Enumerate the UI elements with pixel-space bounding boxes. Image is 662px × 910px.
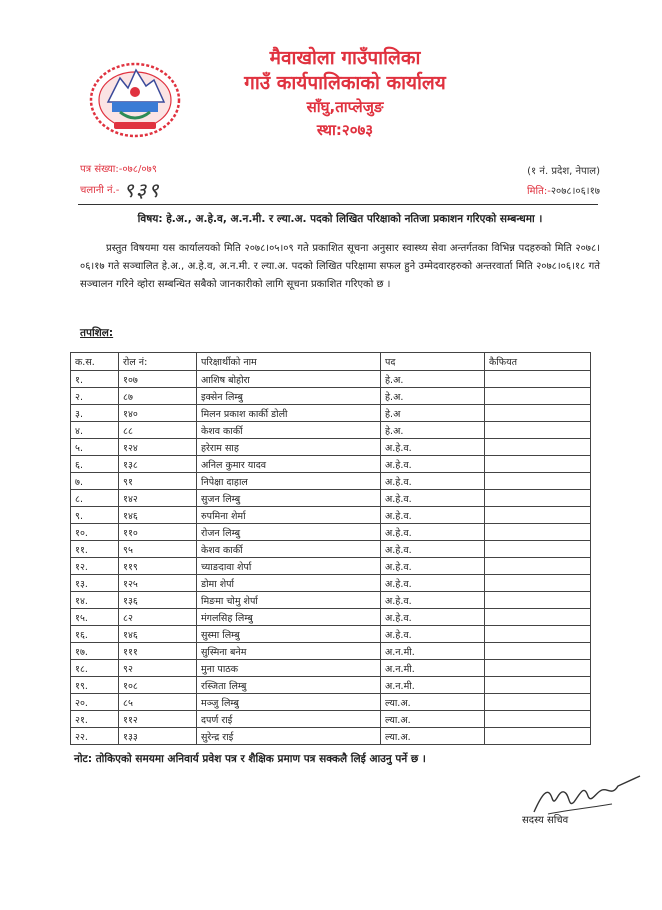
cell-name: आशिष बोहोरा — [197, 371, 381, 388]
cell-remarks — [485, 524, 591, 541]
cell-post: हे.अ. — [381, 388, 485, 405]
cell-post: अ.न.मी. — [381, 677, 485, 694]
date-row — [527, 182, 600, 202]
cell-roll: ८५ — [119, 694, 197, 711]
table-header-row — [71, 353, 591, 371]
header-name: परिक्षार्थीको नाम — [197, 353, 381, 371]
cell-name: केशव कार्की — [197, 541, 381, 558]
cell-serial: १०. — [71, 524, 119, 541]
cell-remarks — [485, 592, 591, 609]
cell-name: च्याङदावा शेर्पा — [197, 558, 381, 575]
established-year: स्था:२०७३ — [316, 121, 374, 139]
cell-name: इक्सेन लिम्बु — [197, 388, 381, 405]
header-divider — [78, 204, 598, 205]
cell-remarks — [485, 660, 591, 677]
cell-remarks — [485, 643, 591, 660]
cell-remarks — [485, 677, 591, 694]
cell-post: हे.अ. — [381, 422, 485, 439]
cell-name: सुस्मा लिम्बु — [197, 626, 381, 643]
cell-roll: ११९ — [119, 558, 197, 575]
cell-name: सुस्मिना बनेम — [197, 643, 381, 660]
cell-name: सुजन लिम्बु — [197, 490, 381, 507]
cell-name: सुरेन्द्र राई — [197, 728, 381, 745]
cell-post: ल्या.अ. — [381, 711, 485, 728]
cell-roll: ८७ — [119, 388, 197, 405]
cell-roll: १२५ — [119, 575, 197, 592]
cell-remarks — [485, 456, 591, 473]
cell-post: ल्या.अ. — [381, 728, 485, 745]
cell-remarks — [485, 507, 591, 524]
notice-paragraph: प्रस्तुत विषयमा यस कार्यालयको मिति २०७८।०५।०९ गते प्रकाशित सूचना अनुसार स्वास्थ्य सेवा अन्तर्गतका विभिन्न पदहरुको मिति २०७८।०६।१७ गते सञ्चालित हे.अ., अ.हे.व, अ.न.मी. र ल्या.अ. पदको लिखित परिक्षामा सफल हुने उम्मेदवारहरुको अन्तरवार्ता मिति २०७८।०६।१८ गते सञ्चालन गरिने व्होरा सम्बन्धित सबैको जानकारीको लागि सूचना प्रकाशित गरिएको छ । — [80, 243, 600, 290]
cell-post: अ.हे.व. — [381, 507, 485, 524]
cell-name: दपर्ण राई — [197, 711, 381, 728]
cell-name: हरेराम साह — [197, 439, 381, 456]
cell-post: अ.न.मी. — [381, 660, 485, 677]
cell-remarks — [485, 405, 591, 422]
cell-post: अ.हे.व. — [381, 558, 485, 575]
cell-roll: १११ — [119, 643, 197, 660]
nepal-emblem-icon — [80, 52, 190, 142]
cell-serial: १८. — [71, 660, 119, 677]
office-address: साँघु,ताप्लेजुङ — [306, 98, 384, 116]
table-row — [71, 473, 591, 490]
cell-remarks — [485, 541, 591, 558]
dispatch-number-row — [80, 180, 161, 200]
table-row — [71, 728, 591, 745]
letter-number: पत्र संख्या:-०७८/०७९ — [80, 164, 157, 175]
table-row — [71, 592, 591, 609]
table-row — [71, 677, 591, 694]
table-row — [71, 609, 591, 626]
cell-serial: ७. — [71, 473, 119, 490]
cell-serial: २. — [71, 388, 119, 405]
header-serial: क.स. — [71, 353, 119, 371]
cell-roll: ११२ — [119, 711, 197, 728]
cell-name: डोमा शेर्पा — [197, 575, 381, 592]
cell-serial: १६. — [71, 626, 119, 643]
table-row — [71, 388, 591, 405]
cell-name: मञ्जु लिम्बु — [197, 694, 381, 711]
cell-post: हे.अ — [381, 405, 485, 422]
cell-roll: १४६ — [119, 626, 197, 643]
cell-serial: ६. — [71, 456, 119, 473]
cell-remarks — [485, 388, 591, 405]
cell-post: ल्या.अ. — [381, 694, 485, 711]
cell-serial: १५. — [71, 609, 119, 626]
cell-name: निपेक्षा दाहाल — [197, 473, 381, 490]
cell-remarks — [485, 371, 591, 388]
candidate-table — [70, 352, 591, 745]
cell-serial: ९. — [71, 507, 119, 524]
cell-roll: ९१ — [119, 473, 197, 490]
cell-serial: २२. — [71, 728, 119, 745]
cell-serial: १२. — [71, 558, 119, 575]
date-value: २०७८।०६।१७ — [550, 186, 600, 197]
cell-post: अ.हे.व. — [381, 524, 485, 541]
cell-roll: १०८ — [119, 677, 197, 694]
cell-name: मिङमा चोमु शेर्पा — [197, 592, 381, 609]
cell-roll: १३३ — [119, 728, 197, 745]
dispatch-number: ९३९ — [123, 178, 161, 202]
table-row — [71, 439, 591, 456]
cell-post: अ.हे.व. — [381, 456, 485, 473]
cell-name: मिलन प्रकाश कार्की डोली — [197, 405, 381, 422]
table-row — [71, 456, 591, 473]
cell-post: अ.हे.व. — [381, 592, 485, 609]
office-name: गाउँ कार्यपालिकाको कार्यालय — [244, 72, 446, 94]
cell-roll: १४६ — [119, 507, 197, 524]
cell-name: मंगलसिह लिम्बु — [197, 609, 381, 626]
cell-roll: १४२ — [119, 490, 197, 507]
cell-name: रस्जिता लिम्बु — [197, 677, 381, 694]
table-row — [71, 643, 591, 660]
cell-post: अ.हे.व. — [381, 490, 485, 507]
note-text: नोट: तोकिएको समयमा अनिवार्य प्रवेश पत्र र शैक्षिक प्रमाण पत्र सक्कलै लिई आउनु पर्ने छ । — [74, 753, 426, 765]
cell-serial: ३. — [71, 405, 119, 422]
header-post: पद — [381, 353, 485, 371]
letterhead — [180, 46, 510, 141]
cell-remarks — [485, 575, 591, 592]
cell-roll: १४० — [119, 405, 197, 422]
cell-roll: १३६ — [119, 592, 197, 609]
signer-title: सदस्य सचिव — [522, 815, 569, 826]
table-row — [71, 507, 591, 524]
table-row — [71, 660, 591, 677]
cell-post: अ.हे.व. — [381, 473, 485, 490]
cell-serial: २१. — [71, 711, 119, 728]
cell-serial: १४. — [71, 592, 119, 609]
table-row — [71, 711, 591, 728]
subject-line: विषय: हे.अ., अ.हे.व, अ.न.मी. र ल्या.अ. पदको लिखित परिक्षाको नतिजा प्रकाशन गरिएको सम्बन्धमा । — [137, 213, 543, 225]
cell-remarks — [485, 439, 591, 456]
cell-post: अ.हे.व. — [381, 439, 485, 456]
cell-serial: ८. — [71, 490, 119, 507]
details-heading: तपशिल: — [80, 327, 114, 339]
cell-post: अ.हे.व. — [381, 541, 485, 558]
cell-remarks — [485, 609, 591, 626]
cell-remarks — [485, 473, 591, 490]
cell-serial: १७. — [71, 643, 119, 660]
cell-roll: १३८ — [119, 456, 197, 473]
municipality-name: मैवाखोला गाउँपालिका — [269, 47, 421, 69]
dispatch-label: चलानी नं.- — [80, 185, 120, 196]
cell-roll: ८२ — [119, 609, 197, 626]
table-row — [71, 490, 591, 507]
cell-remarks — [485, 694, 591, 711]
date-label: मिति:- — [526, 186, 551, 197]
cell-roll: ८८ — [119, 422, 197, 439]
cell-serial: १३. — [71, 575, 119, 592]
reference-left — [80, 160, 161, 200]
province-label: (१ नं. प्रदेश, नेपाल) — [527, 166, 600, 177]
cell-roll: १०७ — [119, 371, 197, 388]
cell-post: अ.न.मी. — [381, 643, 485, 660]
table-row — [71, 558, 591, 575]
table-row — [71, 371, 591, 388]
cell-name: रुपमिना शेर्मा — [197, 507, 381, 524]
cell-name: अनिल कुमार यादव — [197, 456, 381, 473]
table-row — [71, 422, 591, 439]
cell-roll: ९५ — [119, 541, 197, 558]
header-roll: रोल नं: — [119, 353, 197, 371]
cell-remarks — [485, 711, 591, 728]
cell-name: रोजन लिम्बु — [197, 524, 381, 541]
cell-roll: १२४ — [119, 439, 197, 456]
cell-remarks — [485, 626, 591, 643]
cell-name: मुना पाठक — [197, 660, 381, 677]
table-row — [71, 524, 591, 541]
cell-post: हे.अ. — [381, 371, 485, 388]
table-row — [71, 694, 591, 711]
cell-remarks — [485, 422, 591, 439]
reference-right — [527, 162, 600, 202]
cell-serial: १. — [71, 371, 119, 388]
cell-remarks — [485, 490, 591, 507]
cell-serial: ४. — [71, 422, 119, 439]
cell-roll: ११० — [119, 524, 197, 541]
table-row — [71, 626, 591, 643]
cell-post: अ.हे.व. — [381, 609, 485, 626]
cell-serial: ५. — [71, 439, 119, 456]
table-row — [71, 541, 591, 558]
table-row — [71, 405, 591, 422]
cell-roll: ९२ — [119, 660, 197, 677]
cell-serial: १९. — [71, 677, 119, 694]
notice-body — [80, 240, 600, 294]
cell-remarks — [485, 728, 591, 745]
table-row — [71, 575, 591, 592]
cell-remarks — [485, 558, 591, 575]
cell-serial: २०. — [71, 694, 119, 711]
cell-post: अ.हे.व. — [381, 626, 485, 643]
header-remarks: कैफियत — [485, 353, 591, 371]
cell-post: अ.हे.व. — [381, 575, 485, 592]
cell-serial: ११. — [71, 541, 119, 558]
cell-name: केशव कार्की — [197, 422, 381, 439]
